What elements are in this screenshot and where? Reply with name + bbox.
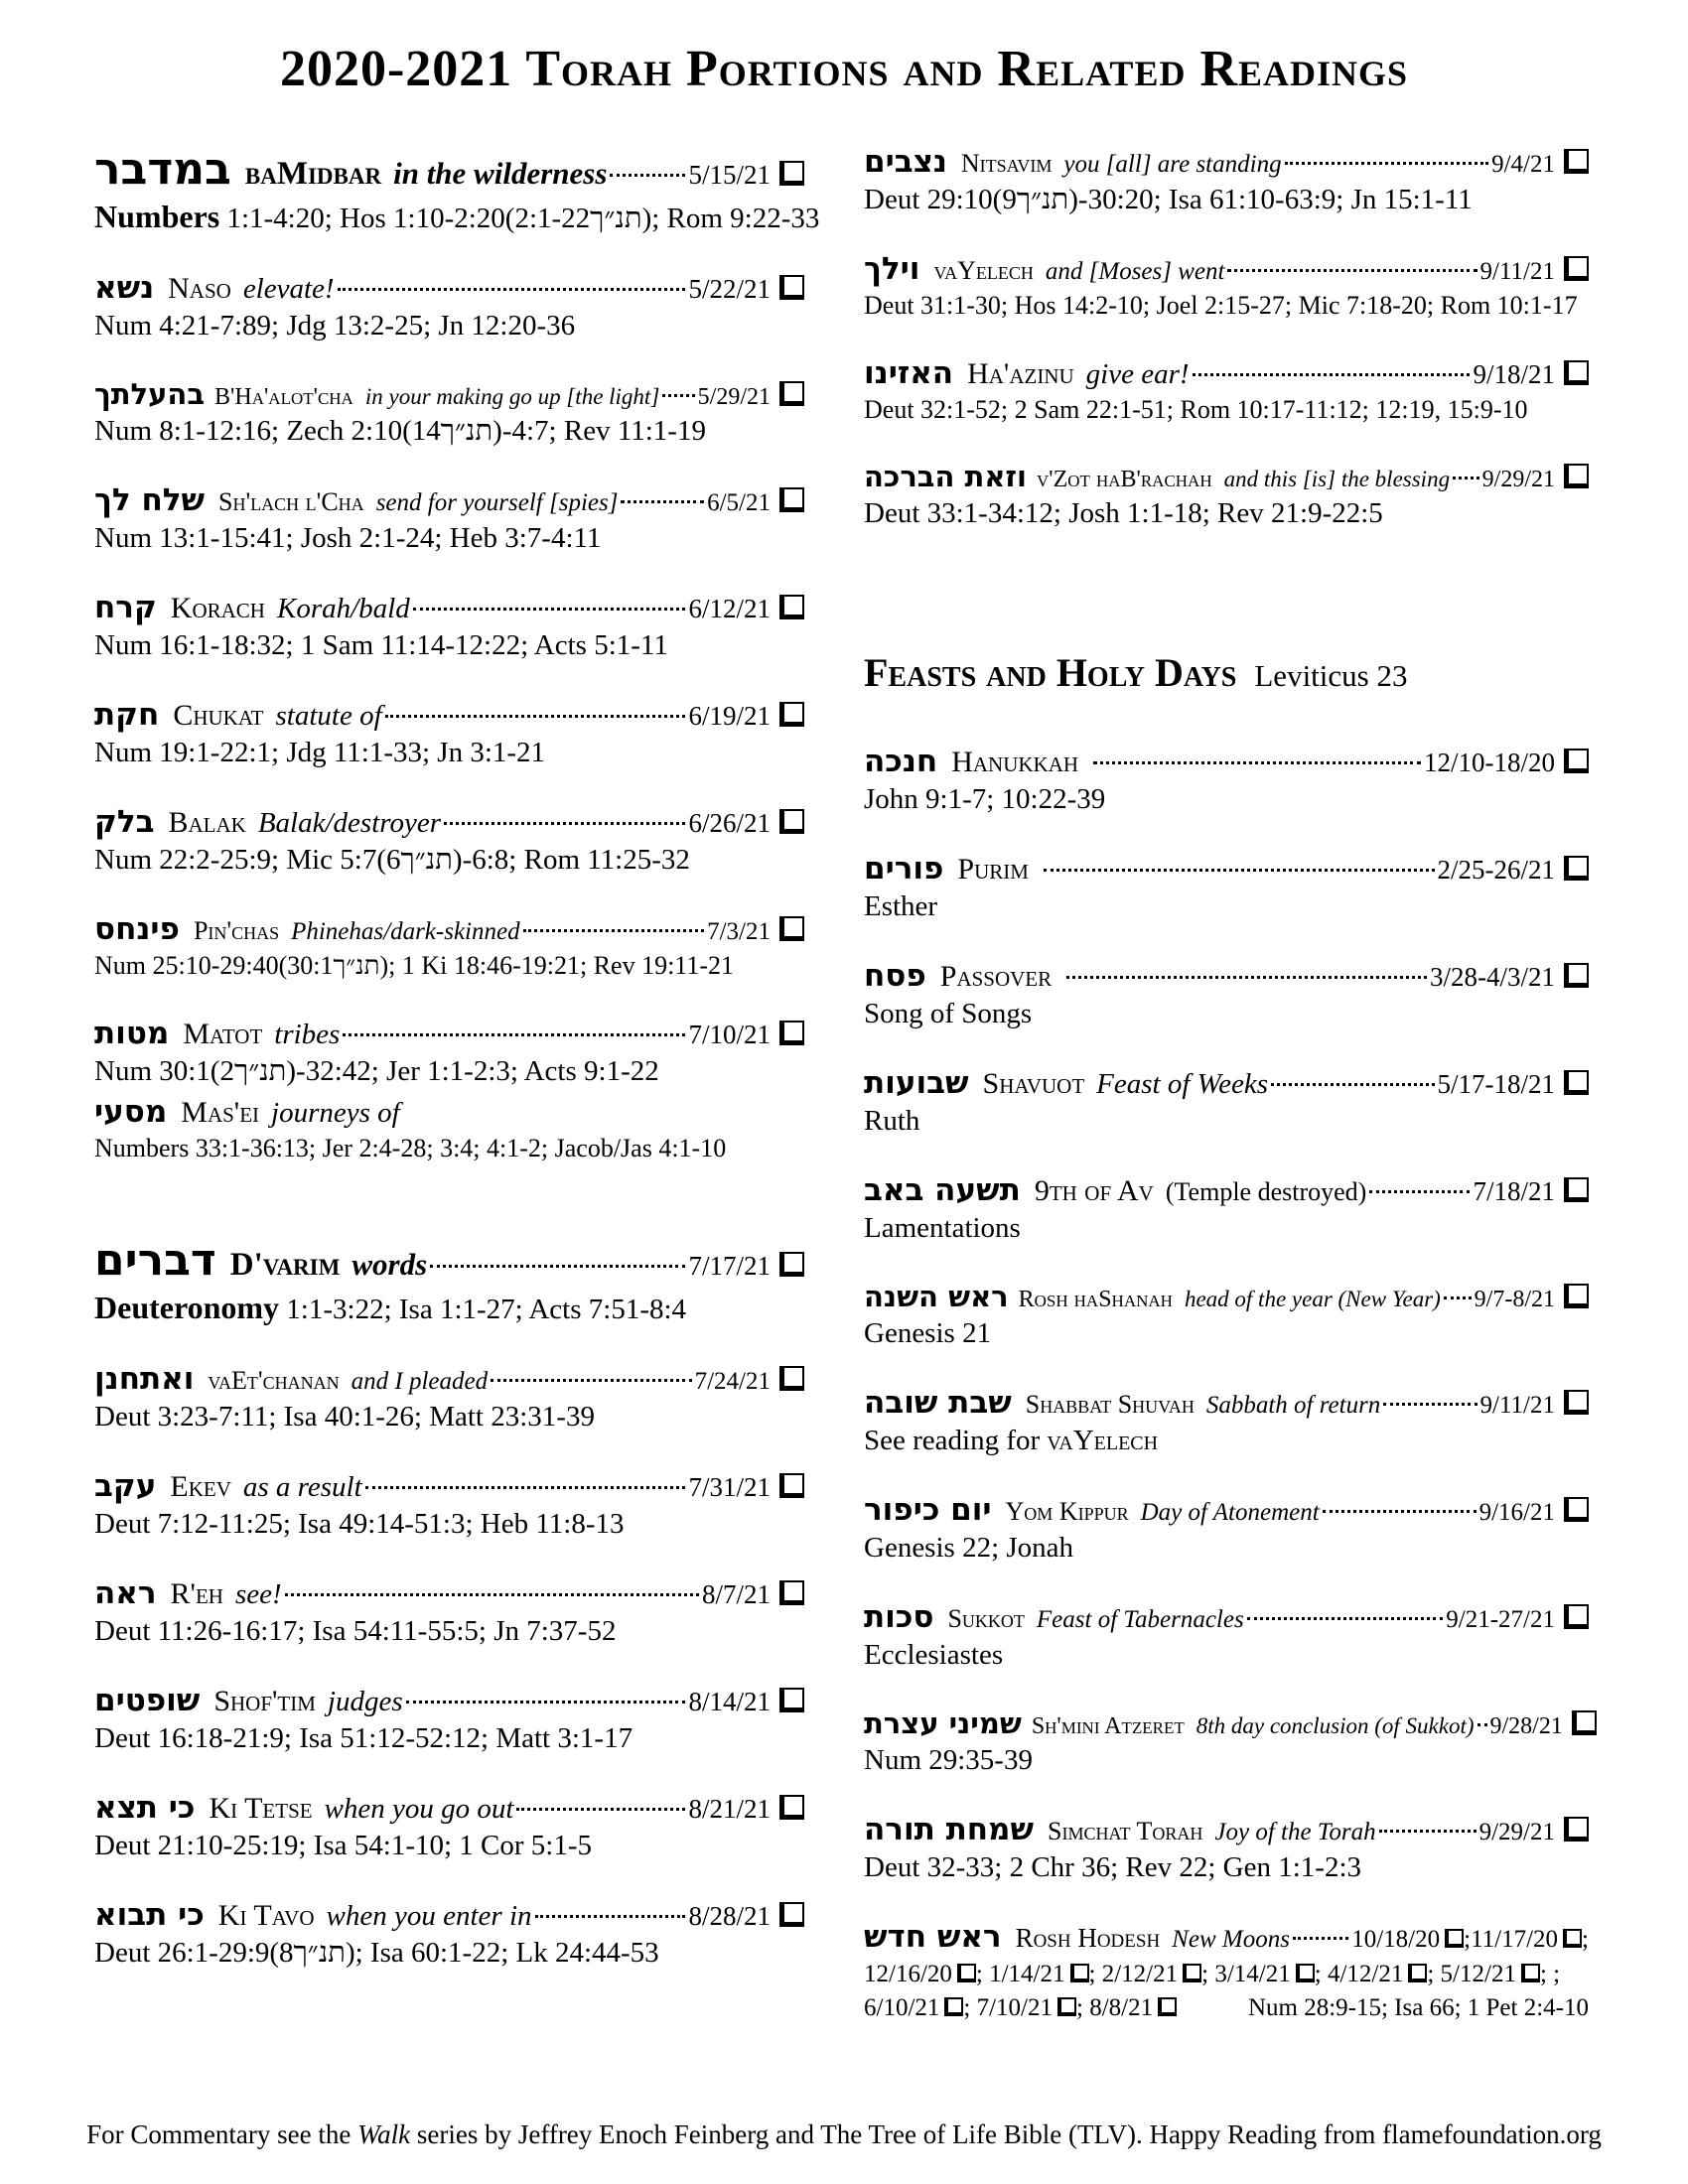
checkbox[interactable] bbox=[779, 1688, 804, 1712]
hebrew-name: ראה bbox=[94, 1575, 157, 1611]
checkbox[interactable] bbox=[779, 595, 804, 619]
portion-name: R'eh bbox=[170, 1577, 223, 1610]
new-moon-date: 11/17/20 bbox=[1471, 1926, 1582, 1954]
checkbox[interactable] bbox=[1183, 1964, 1201, 1982]
portion-meaning: send for yourself [spies] bbox=[375, 489, 619, 516]
portion-date: 6/5/21 bbox=[707, 489, 771, 516]
feast-date: 9/11/21 bbox=[1479, 1392, 1555, 1419]
walk-series-title: Walk bbox=[357, 2119, 411, 2149]
leader-dots bbox=[1044, 869, 1435, 872]
entry-rosh-hodesh: ראש חדש Rosh Hodesh New Moons 10/18/20 ; 11/17/20 ; 12/16/20 ; 1/14/21 ; 2/12/21 ; 3/14/21 ; 4/12/21 ; 5/12/21 ; ; 6/10/21 ; 7/10/21 ; 8/8/21 Num 28:9-15; Isa 66; 1 Pet 2:4-10 bbox=[864, 1919, 1589, 2022]
checkbox[interactable] bbox=[1564, 963, 1589, 988]
portion-meaning: see! bbox=[234, 1578, 282, 1610]
portion-name: baMidbar bbox=[244, 156, 382, 192]
checkbox[interactable] bbox=[1564, 856, 1589, 881]
feast-name: Passover bbox=[939, 960, 1053, 993]
entry-9th-of-av bbox=[864, 1172, 1589, 1245]
checkbox[interactable] bbox=[779, 1795, 804, 1820]
portion-meaning: and I pleaded bbox=[351, 1368, 489, 1395]
entry-purim bbox=[864, 851, 1589, 923]
checkbox[interactable] bbox=[779, 1580, 804, 1605]
portion-meaning: give ear! bbox=[1085, 358, 1190, 390]
entry-hanukkah bbox=[864, 744, 1589, 816]
leader-dots bbox=[1093, 761, 1421, 764]
leader-dots bbox=[385, 715, 686, 718]
feast-refs: Esther bbox=[864, 890, 938, 922]
feast-name: 9th of Av bbox=[1034, 1174, 1154, 1207]
portion-meaning: and this [is] the blessing bbox=[1223, 467, 1451, 491]
feast-refs: Lamentations bbox=[864, 1212, 1021, 1244]
portion-meaning: when you go out bbox=[324, 1793, 514, 1825]
leader-dots bbox=[430, 1265, 685, 1268]
feast-refs: Num 28:9-15; Isa 66; 1 Pet 2:4-10 bbox=[1247, 1994, 1589, 2021]
feasts-section-header bbox=[864, 649, 1589, 696]
portion-date: 9/18/21 bbox=[1473, 359, 1555, 389]
feast-date: 7/18/21 bbox=[1473, 1176, 1555, 1206]
portion-refs: Numbers 1:1-4:20; Hos 1:10-2:20(2:1-22תנ״ך); Rom 9:22-33 bbox=[94, 199, 820, 234]
portion-refs: Num 13:1-15:41; Josh 2:1-24; Heb 3:7-4:11 bbox=[94, 522, 602, 554]
leader-dots bbox=[413, 608, 686, 611]
portion-meaning: in your making go up [the light] bbox=[364, 384, 660, 409]
portion-date: 6/12/21 bbox=[688, 594, 771, 623]
entry-pinchas bbox=[94, 911, 804, 981]
portion-date: 8/14/21 bbox=[688, 1687, 771, 1716]
portion-refs: Num 22:2-25:9; Mic 5:7(6תנ״ך)-6:8; Rom 11:25-32 bbox=[94, 844, 690, 876]
entry-nitsavim bbox=[864, 144, 1589, 216]
checkbox[interactable] bbox=[779, 1902, 804, 1927]
portion-meaning: you [all] are standing bbox=[1063, 151, 1282, 178]
leader-dots bbox=[338, 288, 686, 291]
feasts-subtitle: Leviticus 23 bbox=[1254, 658, 1408, 693]
checkbox[interactable] bbox=[1057, 1997, 1076, 2016]
entry-dvarim bbox=[94, 1235, 804, 1326]
checkbox[interactable] bbox=[779, 1021, 804, 1045]
two-column-layout bbox=[94, 144, 1599, 2057]
feast-name: Purim bbox=[957, 853, 1029, 886]
portion-name: vaEt'chanan bbox=[208, 1366, 340, 1395]
entry-shoftim bbox=[94, 1683, 804, 1755]
left-column bbox=[94, 144, 820, 2057]
leader-dots bbox=[610, 174, 685, 177]
feast-date: 3/28-4/3/21 bbox=[1430, 962, 1555, 992]
checkbox[interactable] bbox=[1564, 1284, 1589, 1308]
portion-meaning: Korah/bald bbox=[276, 593, 410, 624]
hebrew-name: כי תבוא bbox=[94, 1897, 205, 1933]
feast-meaning: (Temple destroyed) bbox=[1165, 1177, 1367, 1206]
hebrew-name: שמחת תורה bbox=[864, 1812, 1034, 1847]
leader-dots bbox=[1227, 269, 1477, 272]
feast-date: 9/28/21 bbox=[1489, 1713, 1563, 1739]
new-moon-date: 1/14/21 ; bbox=[989, 1961, 1102, 1987]
portion-refs: Deut 7:12-11:25; Isa 49:14-51:3; Heb 11:8-13 bbox=[94, 1508, 625, 1540]
new-moon-date: 5/12/21 ; bbox=[1441, 1961, 1554, 1987]
hebrew-name: פורים bbox=[864, 851, 944, 887]
portion-date: 7/10/21 bbox=[688, 1020, 771, 1049]
hebrew-name: קרח bbox=[94, 590, 157, 625]
portion-date: 8/7/21 bbox=[701, 1579, 771, 1609]
entry-naso bbox=[94, 270, 804, 342]
feasts-title: Feasts and Holy Days bbox=[864, 650, 1237, 695]
leader-dots bbox=[1379, 1830, 1477, 1833]
feast-name: Shavuot bbox=[982, 1067, 1085, 1100]
entry-shabbat-shuvah bbox=[864, 1385, 1589, 1457]
hebrew-name: חנכה bbox=[864, 744, 938, 779]
portion-meaning: elevate! bbox=[242, 273, 335, 305]
portion-refs: Num 30:1(2תנ״ך)-32:42; Jer 1:1-2:3; Acts 9:1-22 bbox=[94, 1055, 659, 1087]
portion-name: Ki Tavo bbox=[217, 1899, 315, 1932]
leader-dots bbox=[491, 1379, 692, 1382]
hebrew-name: פסח bbox=[864, 958, 926, 994]
entry-matot bbox=[94, 1016, 804, 1163]
portion-date: 9/29/21 bbox=[1481, 467, 1555, 492]
portion-date: 8/28/21 bbox=[688, 1901, 771, 1931]
portion-date: 7/24/21 bbox=[694, 1368, 771, 1395]
leader-dots bbox=[343, 1033, 685, 1036]
portion-meaning: tribes bbox=[274, 1019, 341, 1050]
feast-meaning: New Moons bbox=[1172, 1926, 1290, 1953]
portion-meaning: when you enter in bbox=[326, 1900, 532, 1932]
leader-dots bbox=[1444, 1297, 1472, 1299]
feast-meaning: Feast of Tabernacles bbox=[1036, 1606, 1244, 1633]
feast-refs: Genesis 22; Jonah bbox=[864, 1532, 1074, 1564]
hebrew-name: וילך bbox=[864, 251, 920, 287]
portion-name: Ekev bbox=[170, 1470, 231, 1503]
leader-dots bbox=[1369, 1190, 1470, 1193]
checkbox[interactable] bbox=[1564, 256, 1589, 281]
portion-refs: Num 16:1-18:32; 1 Sam 11:14-12:22; Acts 5:1-11 bbox=[94, 629, 668, 661]
checkbox[interactable] bbox=[1564, 1390, 1589, 1415]
leader-dots bbox=[1323, 1510, 1477, 1513]
entry-sukkot bbox=[864, 1599, 1589, 1672]
entry-vzot-habrachah bbox=[864, 460, 1589, 530]
entry-passover bbox=[864, 958, 1589, 1030]
book-name: Deuteronomy bbox=[94, 1290, 280, 1325]
hebrew-name: בלק bbox=[94, 804, 155, 840]
hebrew-name: פינחס bbox=[94, 911, 180, 947]
book-name: Numbers bbox=[94, 199, 220, 234]
new-moon-dates-row bbox=[864, 1994, 1177, 2022]
entry-balak bbox=[94, 804, 804, 877]
portion-meaning: statute of bbox=[275, 700, 382, 732]
portion-date: 7/31/21 bbox=[688, 1472, 771, 1502]
feast-date: 9/7-8/21 bbox=[1474, 1287, 1555, 1312]
hebrew-name: בהעלתך bbox=[94, 377, 206, 411]
portion-refs: Deut 31:1-30; Hos 14:2-10; Joel 2:15-27; Mic 7:18-20; Rom 10:1-17 bbox=[864, 291, 1578, 320]
checkbox[interactable] bbox=[779, 1473, 804, 1498]
portion-refs: Deut 32:1-52; 2 Sam 22:1-51; Rom 10:17-11:12; 12:19, 15:9-10 bbox=[864, 395, 1528, 424]
checkbox[interactable] bbox=[779, 1252, 804, 1277]
hebrew-name: שמיני עצרת bbox=[864, 1706, 1022, 1740]
portion-date: 6/19/21 bbox=[688, 701, 771, 731]
hebrew-name: ראש השנה bbox=[864, 1280, 1009, 1313]
portion-name: Ki Tetse bbox=[209, 1792, 313, 1825]
checkbox[interactable] bbox=[944, 1997, 963, 2016]
feast-refs: Ecclesiastes bbox=[864, 1639, 1004, 1671]
leader-dots bbox=[1271, 1083, 1434, 1086]
checkbox[interactable] bbox=[1572, 1710, 1597, 1735]
hebrew-name: דברים bbox=[94, 1235, 216, 1286]
feast-meaning: Feast of Weeks bbox=[1096, 1068, 1269, 1100]
hebrew-name: שופטים bbox=[94, 1683, 201, 1718]
portion-meaning: journeys of bbox=[271, 1097, 400, 1129]
hebrew-name: עקב bbox=[94, 1468, 157, 1504]
feast-date: 2/25-26/21 bbox=[1437, 855, 1555, 885]
footer-note: For Commentary see the Walk series by Jeffrey Enoch Feinberg and The Tree of Life Bible (TLV). Happy Reading from flamefoundation.org bbox=[86, 2119, 1602, 2149]
hebrew-name: שלח לך bbox=[94, 482, 206, 518]
portion-name: vaYelech bbox=[933, 256, 1034, 285]
feast-date: 9/29/21 bbox=[1478, 1819, 1555, 1845]
feast-date: 5/17-18/21 bbox=[1437, 1069, 1555, 1099]
entry-vaetchanan bbox=[94, 1361, 804, 1433]
entry-rosh-hashanah bbox=[864, 1280, 1589, 1350]
hebrew-name: חקת bbox=[94, 697, 160, 733]
feast-meaning: Sabbath of return bbox=[1205, 1392, 1381, 1419]
new-moon-date: 12/16/20 ; bbox=[864, 1961, 989, 1987]
entry-reh bbox=[94, 1575, 804, 1648]
hebrew-name: וזאת הברכה bbox=[864, 460, 1028, 493]
checkbox[interactable] bbox=[1564, 149, 1589, 174]
checkbox[interactable] bbox=[1564, 464, 1589, 488]
leader-dots bbox=[1193, 373, 1471, 376]
portion-date: 8/21/21 bbox=[688, 1794, 771, 1824]
leader-dots bbox=[406, 1701, 686, 1704]
portion-refs: Deut 11:26-16:17; Isa 54:11-55:5; Jn 7:37-52 bbox=[94, 1615, 617, 1647]
portion-name: v'Zot haB'rachah bbox=[1037, 467, 1212, 492]
checkbox[interactable] bbox=[1564, 1070, 1589, 1095]
hebrew-name: מסעי bbox=[94, 1094, 168, 1130]
entry-ki-tetse bbox=[94, 1790, 804, 1862]
feast-refs: Num 29:35-39 bbox=[864, 1744, 1033, 1776]
leader-dots bbox=[523, 929, 704, 932]
checkbox[interactable] bbox=[1564, 1177, 1589, 1202]
checkbox[interactable] bbox=[1445, 1929, 1464, 1948]
leader-dots bbox=[1293, 1937, 1348, 1940]
feast-meaning: Day of Atonement bbox=[1140, 1499, 1320, 1526]
hebrew-name: נצבים bbox=[864, 144, 947, 180]
hebrew-name: כי תצא bbox=[94, 1790, 196, 1826]
new-moon-dates-row: 12/16/20 ; 1/14/21 ; 2/12/21 ; 3/14/21 ; 4/12/21 ; 5/12/21 ; ; bbox=[864, 1961, 1589, 1988]
checkbox[interactable] bbox=[779, 487, 804, 512]
portion-refs: Deut 16:18-21:9; Isa 51:12-52:12; Matt 3:1-17 bbox=[94, 1722, 633, 1754]
checkbox[interactable] bbox=[1564, 1497, 1589, 1522]
portion-name: Sh'lach l'Cha bbox=[218, 487, 364, 516]
feast-name: Rosh Hodesh bbox=[1015, 1923, 1161, 1953]
portion-refs: Num 19:1-22:1; Jdg 11:1-33; Jn 3:1-21 bbox=[94, 737, 546, 768]
feast-refs: Genesis 21 bbox=[864, 1317, 992, 1349]
portion-date: 7/3/21 bbox=[707, 918, 771, 945]
portion-meaning: as a result bbox=[242, 1471, 362, 1503]
feast-date: 9/21-27/21 bbox=[1446, 1606, 1555, 1633]
feast-name: Sukkot bbox=[947, 1604, 1025, 1633]
hebrew-name: מטות bbox=[94, 1016, 170, 1051]
feast-refs: Song of Songs bbox=[864, 998, 1033, 1029]
checkbox[interactable] bbox=[1296, 1964, 1315, 1982]
hebrew-name: במדבר bbox=[94, 144, 231, 195]
feast-name: Hanukkah bbox=[951, 746, 1079, 778]
portion-refs: Deuteronomy 1:1-3:22; Isa 1:1-27; Acts 7:51-8:4 bbox=[94, 1290, 687, 1325]
feast-name: Rosh haShanah bbox=[1018, 1287, 1173, 1312]
portion-meaning: Balak/destroyer bbox=[257, 807, 441, 839]
entry-bhaalotcha bbox=[94, 377, 804, 448]
feast-date: 12/10-18/20 bbox=[1424, 748, 1555, 777]
portion-date: 7/17/21 bbox=[688, 1251, 771, 1281]
checkbox[interactable] bbox=[779, 161, 804, 186]
entry-bamidbar bbox=[94, 144, 820, 235]
leader-dots bbox=[285, 1593, 699, 1596]
portion-meaning: in the wilderness bbox=[393, 156, 608, 191]
portion-name: Mas'ei bbox=[181, 1096, 260, 1129]
checkbox[interactable] bbox=[779, 1366, 804, 1391]
checkbox[interactable] bbox=[1564, 1604, 1589, 1629]
portion-meaning: words bbox=[352, 1247, 428, 1282]
new-moon-date: 8/8/21 bbox=[1089, 1994, 1177, 2021]
feast-name: Yom Kippur bbox=[1005, 1497, 1129, 1526]
hebrew-name: ראש חדש bbox=[864, 1919, 1002, 1955]
portion-name: Korach bbox=[170, 592, 265, 624]
feast-name: Simchat Torah bbox=[1047, 1817, 1203, 1845]
checkbox[interactable] bbox=[1408, 1964, 1427, 1982]
right-column bbox=[864, 144, 1589, 2057]
hebrew-name: יום כיפור bbox=[864, 1492, 992, 1528]
page-title: 2020-2021 Torah Portions and Related Readings bbox=[279, 41, 1409, 97]
entry-yom-kippur bbox=[864, 1492, 1589, 1565]
entry-ekev bbox=[94, 1468, 804, 1541]
portion-date: 6/26/21 bbox=[688, 808, 771, 838]
portion-name: Pin'chas bbox=[193, 916, 280, 945]
leader-dots bbox=[1383, 1403, 1477, 1406]
portion-name: Ha'azinu bbox=[967, 357, 1074, 390]
leader-dots bbox=[516, 1808, 685, 1811]
entry-korach bbox=[94, 590, 804, 662]
portion-name: Balak bbox=[168, 806, 246, 839]
new-moon-date: 10/18/20 ; bbox=[1351, 1926, 1471, 1954]
leader-dots bbox=[1066, 976, 1427, 979]
portion-refs: Num 25:10-29:40(30:1תנ״ך); 1 Ki 18:46-19:21; Rev 19:11-21 bbox=[94, 951, 734, 980]
feast-refs: See reading for vaYelech bbox=[864, 1425, 1159, 1456]
leader-dots bbox=[365, 1486, 686, 1489]
portion-refs: Num 4:21-7:89; Jdg 13:2-25; Jn 12:20-36 bbox=[94, 310, 576, 341]
leader-dots bbox=[1247, 1617, 1444, 1620]
portion-refs: Numbers 33:1-36:13; Jer 2:4-28; 3:4; 4:1-2; Jacob/Jas 4:1-10 bbox=[94, 1134, 727, 1162]
checkbox[interactable] bbox=[779, 916, 804, 941]
checkbox[interactable] bbox=[1521, 1964, 1540, 1982]
portion-name: Shof'tim bbox=[213, 1685, 316, 1717]
portion-date: 5/22/21 bbox=[688, 274, 771, 304]
feast-name: Shabbat Shuvah bbox=[1025, 1390, 1195, 1419]
leader-dots bbox=[621, 500, 704, 503]
portion-name: Nitsavim bbox=[960, 149, 1053, 178]
leader-dots bbox=[1453, 477, 1479, 479]
portion-date: 5/15/21 bbox=[688, 160, 771, 190]
checkbox[interactable] bbox=[779, 275, 804, 300]
portion-date: 9/4/21 bbox=[1491, 151, 1555, 178]
portion-meaning: judges bbox=[327, 1686, 403, 1717]
checkbox[interactable] bbox=[1158, 1997, 1177, 2016]
entry-shlach-lcha bbox=[94, 482, 804, 555]
checkbox[interactable] bbox=[1070, 1964, 1089, 1982]
checkbox[interactable] bbox=[1563, 1929, 1582, 1948]
entry-shavuot bbox=[864, 1065, 1589, 1138]
feast-meaning: 8th day conclusion (of Sukkot) bbox=[1196, 1713, 1475, 1738]
entry-masei bbox=[94, 1094, 804, 1130]
entry-simchat-torah bbox=[864, 1812, 1589, 1884]
hebrew-name: שבועות bbox=[864, 1065, 969, 1101]
new-moon-date: 4/12/21 ; bbox=[1328, 1961, 1441, 1987]
leader-dots bbox=[444, 822, 685, 825]
feast-refs: John 9:1-7; 10:22-39 bbox=[864, 783, 1106, 815]
entry-ki-tavo bbox=[94, 1897, 804, 1970]
portion-refs: Deut 26:1-29:9(8תנ״ך); Isa 60:1-22; Lk 24:44-53 bbox=[94, 1937, 659, 1969]
portion-refs: Deut 33:1-34:12; Josh 1:1-18; Rev 21:9-22:5 bbox=[864, 497, 1383, 529]
portion-refs: Num 8:1-12:16; Zech 2:10(14תנ״ך)-4:7; Rev 11:1-19 bbox=[94, 415, 706, 447]
checkbox[interactable] bbox=[779, 381, 804, 406]
portion-meaning: and [Moses] went bbox=[1045, 258, 1225, 285]
portion-meaning: Phinehas/dark-skinned bbox=[291, 918, 520, 945]
portion-name: Naso bbox=[168, 272, 231, 305]
hebrew-name: סכות bbox=[864, 1599, 934, 1635]
portion-name: D'varim bbox=[229, 1247, 341, 1283]
leader-dots bbox=[662, 394, 694, 397]
feast-refs: Ruth bbox=[864, 1105, 920, 1137]
portion-date: 9/11/21 bbox=[1479, 258, 1555, 285]
new-moon-date: 3/14/21 ; bbox=[1214, 1961, 1328, 1987]
checkbox[interactable] bbox=[1564, 749, 1589, 773]
feast-meaning: head of the year (New Year) bbox=[1184, 1287, 1441, 1311]
feast-meaning: Joy of the Torah bbox=[1214, 1819, 1376, 1845]
checkbox[interactable] bbox=[1564, 360, 1589, 385]
portion-name: Chukat bbox=[173, 699, 264, 732]
checkbox[interactable] bbox=[779, 809, 804, 834]
feast-refs: Deut 32-33; 2 Chr 36; Rev 22; Gen 1:1-2:3 bbox=[864, 1851, 1362, 1883]
portion-name: Matot bbox=[183, 1018, 263, 1050]
vayelech-reference: vaYelech bbox=[1047, 1425, 1159, 1456]
hebrew-name: תשעה באב bbox=[864, 1172, 1021, 1208]
entry-chukat bbox=[94, 697, 804, 769]
checkbox[interactable] bbox=[779, 702, 804, 727]
checkbox[interactable] bbox=[957, 1964, 976, 1982]
entry-haazinu bbox=[864, 355, 1589, 425]
portion-refs: Deut 21:10-25:19; Isa 54:1-10; 1 Cor 5:1-5 bbox=[94, 1830, 593, 1861]
feast-name: Sh'mini Atzeret bbox=[1031, 1713, 1185, 1739]
leader-dots bbox=[1285, 162, 1489, 165]
portion-refs: Deut 3:23-7:11; Isa 40:1-26; Matt 23:31-39 bbox=[94, 1401, 595, 1433]
hebrew-name: נשא bbox=[94, 270, 155, 306]
hebrew-name: האזינו bbox=[864, 355, 954, 391]
leader-dots bbox=[1477, 1723, 1487, 1726]
entry-vayelech bbox=[864, 251, 1589, 321]
entry-shmini-atzeret bbox=[864, 1706, 1589, 1777]
portion-date: 5/29/21 bbox=[697, 384, 771, 410]
new-moon-date: 6/10/21 ; bbox=[864, 1994, 977, 2021]
feast-date: 9/16/21 bbox=[1478, 1499, 1555, 1526]
new-moon-date: 2/12/21 ; bbox=[1102, 1961, 1215, 1987]
portion-refs: Deut 29:10(9תנ״ך)-30:20; Isa 61:10-63:9; Jn 15:1-11 bbox=[864, 184, 1473, 215]
hebrew-name: שבת שובה bbox=[864, 1385, 1012, 1421]
hebrew-name: ואתחנן bbox=[94, 1361, 195, 1397]
checkbox[interactable] bbox=[1564, 1817, 1589, 1842]
leader-dots bbox=[535, 1915, 686, 1918]
portion-name: B'Ha'alot'cha bbox=[214, 384, 353, 410]
new-moon-date: 7/10/21 ; bbox=[977, 1994, 1090, 2021]
